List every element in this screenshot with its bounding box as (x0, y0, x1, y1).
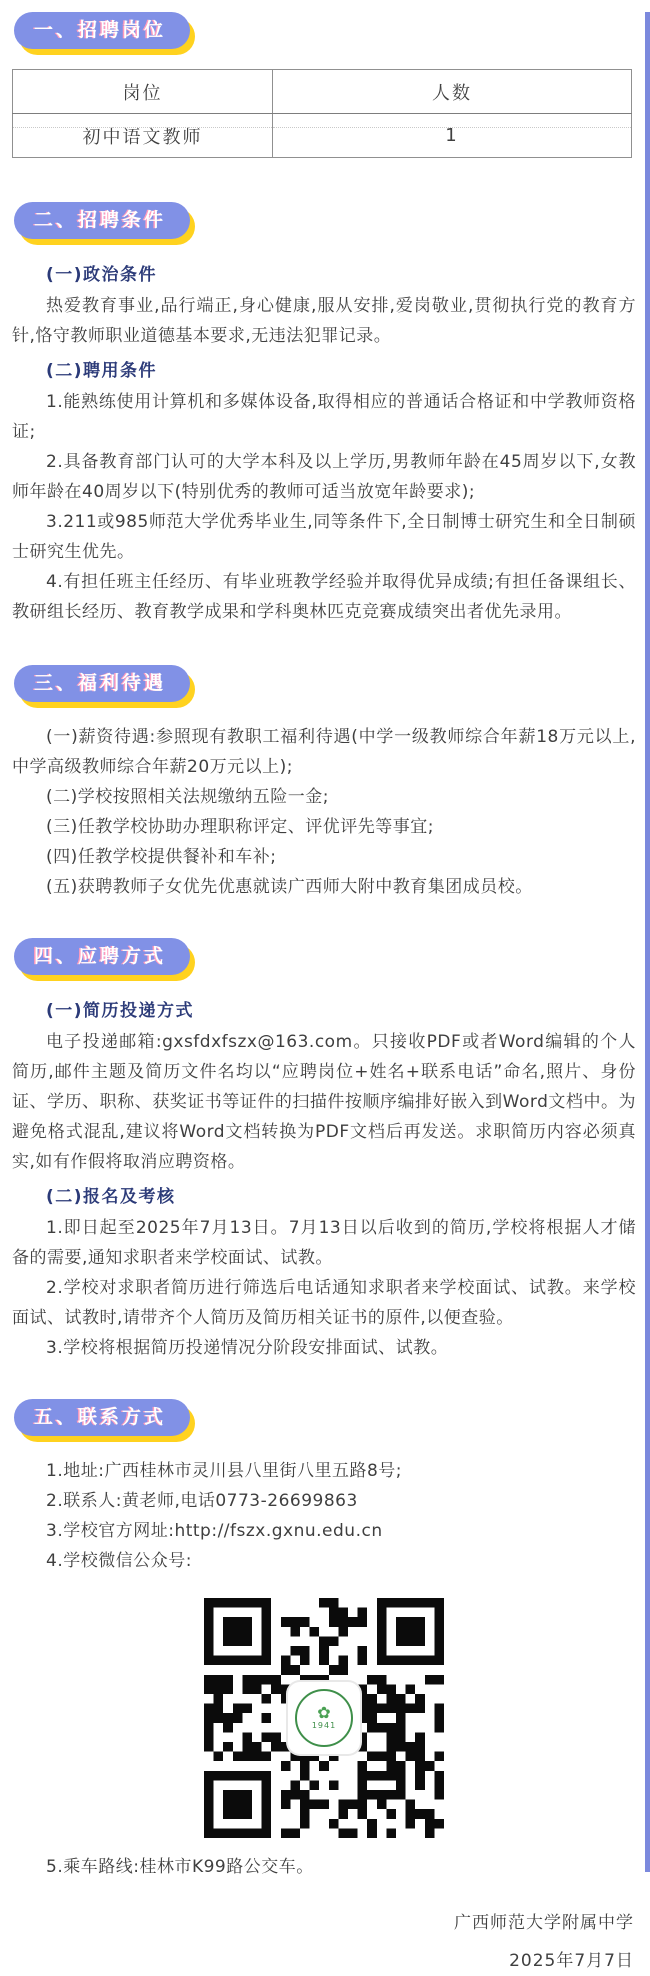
benefit-item-5: (五)获聘教师子女优先优惠就读广西师大附中教育集团成员校。 (46, 877, 533, 897)
benefit-item-2: (二)学校按照相关法规缴纳五险一金; (46, 787, 329, 807)
application-item-1: 1.即日起至2025年7月13日。7月13日以后收到的简历,学校将根据人才储备的需要,通知求职者来学校面试、试教。 (12, 1218, 636, 1268)
paragraph-resume-delivery: 电子投递邮箱:gxsfdxfszx@163.com。只接收PDF或者Word编辑的个人简历,邮件主题及简历文件名均以“应聘岗位+姓名+联系电话”命名,照片、身份证、学历、职称、获奖证书等证件的扫描件按顺序编排好嵌入到Word文档中。为避免格式混乱,建议将Word文档转换为PDF文档后再发送。求职简历内容必须真实,如有作假将取消应聘资格。 (12, 1032, 636, 1172)
cell-position: 初中语文教师 (13, 114, 273, 158)
section-badge-conditions: 二、招聘条件 (14, 202, 190, 239)
paragraph-political-conditions: 热爱教育事业,品行端正,身心健康,服从安排,爱岗敬业,贯彻执行党的教育方针,恪守教师职业道德基本要求,无违法犯罪记录。 (12, 296, 636, 346)
contact-address: 1.地址:广西桂林市灵川县八里街八里五路8号; (46, 1461, 402, 1481)
cell-count: 1 (273, 114, 632, 158)
section-badge-positions: 一、招聘岗位 (14, 12, 190, 49)
contact-bus-route: 5.乘车路线:桂林市K99路公交车。 (46, 1857, 314, 1877)
contact-wechat-label: 4.学校微信公众号: (46, 1551, 192, 1571)
school-logo (288, 1682, 360, 1754)
contact-person: 2.联系人:黄老师,电话0773-26699863 (46, 1491, 358, 1511)
signature-block (12, 1908, 636, 1976)
condition-item-3: 3.211或985师范大学优秀毕业生,同等条件下,全日制博士研究生和全日制硕士研究生优先。 (12, 512, 636, 562)
signature-date: 2025年7月7日 (509, 1951, 634, 1971)
benefit-item-4: (四)任教学校提供餐补和车补; (46, 847, 277, 867)
section-badge-contact: 五、联系方式 (14, 1399, 190, 1436)
emblem-year: 1941 (311, 1721, 337, 1730)
contact-website: 3.学校官方网址:http://fszx.gxnu.edu.cn (46, 1521, 383, 1541)
section-badge-benefits: 三、福利待遇 (14, 665, 190, 702)
subheading-registration-assessment: (二)报名及考核 (46, 1187, 176, 1207)
condition-item-4: 4.有担任班主任经历、有毕业班教学经验并取得优异成绩;有担任备课组长、教研组长经历、教育教学成果和学科奥林匹克竞赛成绩突出者优先录用。 (12, 572, 636, 622)
benefit-item-1: (一)薪资待遇:参照现有教职工福利待遇(中学一级教师综合年薪18万元以上,中学高级教师综合年薪20万元以上); (12, 727, 636, 777)
subheading-political-conditions: (一)政治条件 (46, 265, 158, 285)
school-emblem-circle (295, 1689, 353, 1747)
page-right-accent-strip (645, 12, 650, 1872)
subheading-employment-conditions: (二)聘用条件 (46, 361, 158, 381)
table-row (13, 114, 632, 158)
wechat-qr-code (196, 1590, 452, 1846)
subheading-resume-delivery: (一)简历投递方式 (46, 1001, 195, 1021)
application-item-2: 2.学校对求职者简历进行筛选后电话通知求职者来学校面试、试教。来学校面试、试教时,请带齐个人简历及简历相关证书的原件,以便查验。 (12, 1278, 636, 1328)
table-header-row (13, 70, 632, 114)
condition-item-2: 2.具备教育部门认可的大学本科及以上学历,男教师年龄在45周岁以下,女教师年龄在40周岁以下(特别优秀的教师可适当放宽年龄要求); (12, 452, 636, 502)
emblem-figure-icon: ✿ (317, 1703, 331, 1722)
positions-table (12, 69, 632, 158)
document-body (0, 12, 650, 1976)
signature-school-name: 广西师范大学附属中学 (454, 1913, 634, 1933)
benefit-item-3: (三)任教学校协助办理职称评定、评优评先等事宜; (46, 817, 434, 837)
condition-item-1: 1.能熟练使用计算机和多媒体设备,取得相应的普通话合格证和中学教师资格证; (12, 392, 636, 442)
application-item-3: 3.学校将根据简历投递情况分阶段安排面试、试教。 (46, 1338, 449, 1358)
section-badge-application: 四、应聘方式 (14, 938, 190, 975)
column-header-count: 人数 (273, 70, 632, 114)
column-header-position: 岗位 (13, 70, 273, 114)
